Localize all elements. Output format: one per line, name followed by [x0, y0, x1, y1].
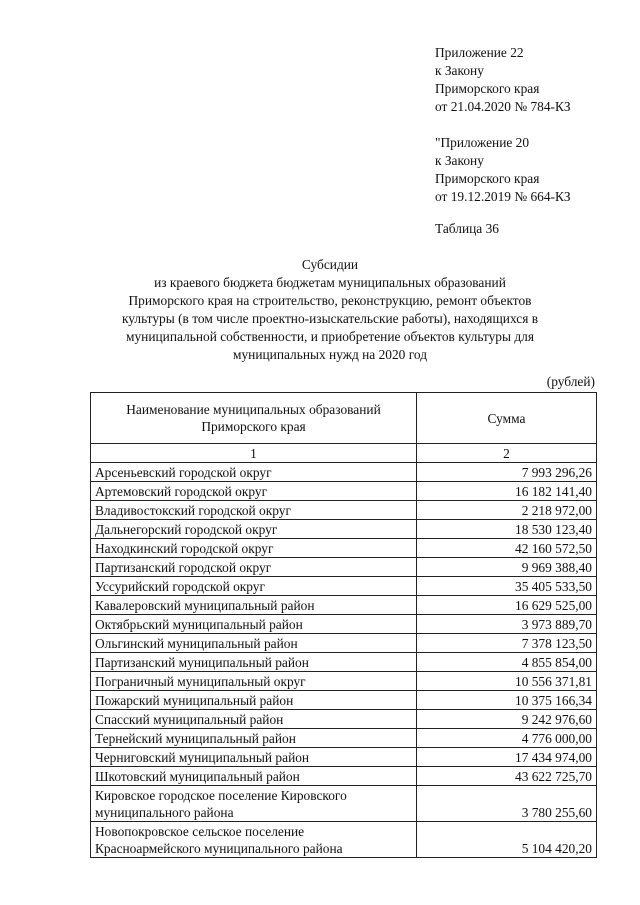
table-row: [91, 748, 597, 767]
municipality-name: Кировское городское поселение Кировского муниципального района: [91, 786, 417, 822]
table-number: Таблица 36: [435, 221, 499, 236]
annex-line: от 19.12.2019 № 664-КЗ: [435, 189, 571, 204]
subsidy-amount: 17 434 974,00: [417, 748, 597, 767]
table-header-row: [91, 393, 597, 444]
title-line: муниципальной собственности, и приобретение объектов культуры для: [126, 329, 534, 344]
subsidy-amount: 4 776 000,00: [417, 729, 597, 748]
table-row: [91, 577, 597, 596]
municipality-name: Спасский муниципальный район: [91, 710, 417, 729]
municipality-name: Партизанский муниципальный район: [91, 653, 417, 672]
municipality-name: Пожарский муниципальный район: [91, 691, 417, 710]
municipality-name: Кавалеровский муниципальный район: [91, 596, 417, 615]
table-row: [91, 653, 597, 672]
municipality-name: Находкинский городской округ: [91, 539, 417, 558]
municipality-name: Пограничный муниципальный округ: [91, 672, 417, 691]
annex-line: Приложение 22: [435, 45, 524, 60]
title-line: из краевого бюджета бюджетам муниципальных образований: [154, 275, 506, 290]
subsidy-amount: 3 780 255,60: [417, 786, 597, 822]
table-row: [91, 596, 597, 615]
annex-line: к Закону: [435, 153, 484, 168]
subsidy-amount: 3 973 889,70: [417, 615, 597, 634]
table-row: [91, 482, 597, 501]
column-number-row: [91, 444, 597, 463]
subsidy-amount: 7 993 296,26: [417, 463, 597, 482]
subsidy-amount: 18 530 123,40: [417, 520, 597, 539]
table-row: [91, 822, 597, 858]
subsidy-amount: 10 375 166,34: [417, 691, 597, 710]
table-row: [91, 691, 597, 710]
table-row: [91, 767, 597, 786]
subsidy-amount: 35 405 533,50: [417, 577, 597, 596]
subsidy-amount: 16 629 525,00: [417, 596, 597, 615]
header-amount: Сумма: [417, 393, 597, 444]
table-row: [91, 463, 597, 482]
subsidy-amount: 16 182 141,40: [417, 482, 597, 501]
municipality-name: Черниговский муниципальный район: [91, 748, 417, 767]
title-line: культуры (в том числе проектно-изыскательские работы), находящихся в: [121, 311, 539, 326]
table-row: [91, 501, 597, 520]
subsidy-amount: 9 969 388,40: [417, 558, 597, 577]
municipality-name: Шкотовский муниципальный район: [91, 767, 417, 786]
municipality-name: Октябрьский муниципальный район: [91, 615, 417, 634]
table-row: [91, 672, 597, 691]
title-line: Субсидии: [301, 257, 359, 272]
municipality-name: Уссурийский городской округ: [91, 577, 417, 596]
table-row: [91, 558, 597, 577]
subsidy-amount: 9 242 976,60: [417, 710, 597, 729]
header-name: Наименование муниципальных образований Приморского края: [91, 393, 417, 444]
annex-line: от 21.04.2020 № 784-КЗ: [435, 99, 571, 114]
municipality-name: Артемовский городской округ: [91, 482, 417, 501]
annex-reference: [435, 44, 571, 224]
units-label: (рублей): [546, 374, 595, 389]
subsidy-table: [90, 392, 597, 858]
municipality-name: Партизанский городской округ: [91, 558, 417, 577]
table-row: [91, 786, 597, 822]
subsidy-amount: 7 378 123,50: [417, 634, 597, 653]
municipality-name: Владивостокский городской округ: [91, 501, 417, 520]
annex-line: к Закону: [435, 63, 484, 78]
title-line: Приморского края на строительство, реконструкцию, ремонт объектов: [128, 293, 532, 308]
municipality-name: Ольгинский муниципальный район: [91, 634, 417, 653]
column-number: 1: [91, 444, 417, 463]
municipality-name: Новопокровское сельское поселение Красноармейского муниципального района: [91, 822, 417, 858]
annex-previous: [435, 134, 571, 206]
subsidy-amount: 43 622 725,70: [417, 767, 597, 786]
annex-line: Приморского края: [435, 81, 540, 96]
table-row: [91, 634, 597, 653]
document-title: [60, 256, 600, 364]
table-row: [91, 710, 597, 729]
subsidy-amount: 4 855 854,00: [417, 653, 597, 672]
subsidy-amount: 10 556 371,81: [417, 672, 597, 691]
municipality-name: Арсеньевский городской округ: [91, 463, 417, 482]
municipality-name: Дальнегорский городской округ: [91, 520, 417, 539]
annex-line: "Приложение 20: [435, 135, 530, 150]
annex-current: [435, 44, 571, 116]
annex-line: Приморского края: [435, 171, 540, 186]
subsidy-amount: 5 104 420,20: [417, 822, 597, 858]
subsidy-amount: 42 160 572,50: [417, 539, 597, 558]
title-line: муниципальных нужд на 2020 год: [232, 347, 428, 362]
column-number: 2: [417, 444, 597, 463]
subsidy-amount: 2 218 972,00: [417, 501, 597, 520]
table-row: [91, 520, 597, 539]
table-row: [91, 615, 597, 634]
table-row: [91, 729, 597, 748]
municipality-name: Тернейский муниципальный район: [91, 729, 417, 748]
table-row: [91, 539, 597, 558]
